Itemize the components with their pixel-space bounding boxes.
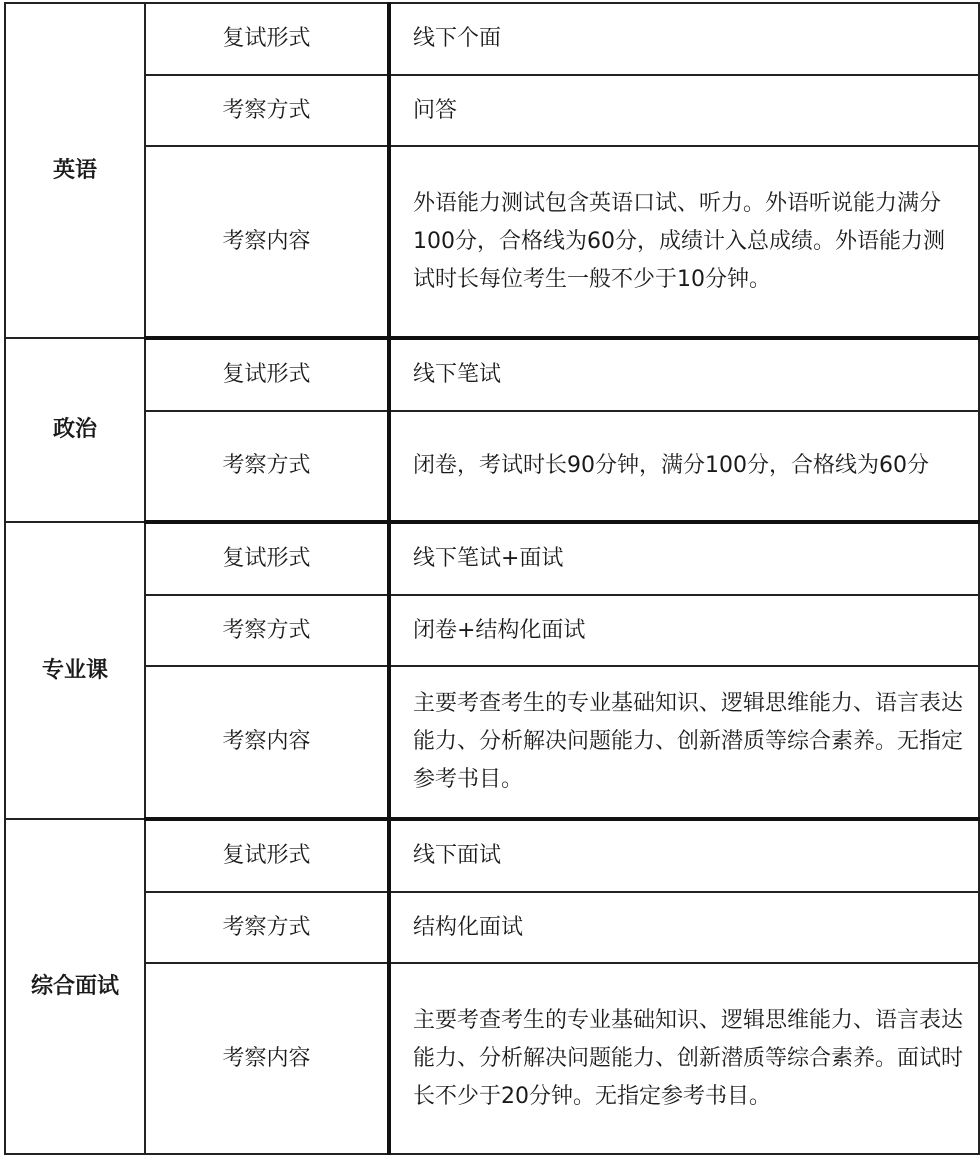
attribute-cell: 考察方式	[145, 892, 389, 963]
value-cell: 结构化面试	[389, 892, 979, 963]
table-row	[5, 666, 979, 819]
subject-cell: 英语	[5, 3, 145, 338]
attribute-cell: 复试形式	[145, 3, 389, 75]
attribute-cell: 复试形式	[145, 338, 389, 411]
exam-requirements-table	[4, 2, 980, 1155]
table-row	[5, 522, 979, 595]
attribute-cell: 考察内容	[145, 666, 389, 819]
subject-cell: 专业课	[5, 522, 145, 819]
attribute-cell: 考察方式	[145, 411, 389, 522]
table-row	[5, 892, 979, 963]
subject-cell: 综合面试	[5, 819, 145, 1154]
table-row	[5, 3, 979, 75]
value-cell: 线下笔试+面试	[389, 522, 979, 595]
value-cell: 主要考查考生的专业基础知识、逻辑思维能力、语言表达能力、分析解决问题能力、创新潜质等综合素养。无指定参考书目。	[389, 666, 979, 819]
value-cell: 线下面试	[389, 819, 979, 892]
value-cell: 闭卷，考试时长90分钟，满分100分，合格线为60分	[389, 411, 979, 522]
value-cell: 问答	[389, 75, 979, 146]
table-row	[5, 819, 979, 892]
subject-cell: 政治	[5, 338, 145, 522]
table-row	[5, 411, 979, 522]
attribute-cell: 考察方式	[145, 595, 389, 666]
table-row	[5, 963, 979, 1154]
value-cell: 主要考查考生的专业基础知识、逻辑思维能力、语言表达能力、分析解决问题能力、创新潜质等综合素养。面试时长不少于20分钟。无指定参考书目。	[389, 963, 979, 1154]
attribute-cell: 考察内容	[145, 963, 389, 1154]
table-row	[5, 338, 979, 411]
value-cell: 闭卷+结构化面试	[389, 595, 979, 666]
attribute-cell: 考察方式	[145, 75, 389, 146]
value-cell: 线下个面	[389, 3, 979, 75]
attribute-cell: 考察内容	[145, 146, 389, 338]
attribute-cell: 复试形式	[145, 522, 389, 595]
table-row	[5, 595, 979, 666]
attribute-cell: 复试形式	[145, 819, 389, 892]
table-row	[5, 75, 979, 146]
value-cell: 外语能力测试包含英语口试、听力。外语听说能力满分100分，合格线为60分，成绩计入总成绩。外语能力测试时长每位考生一般不少于10分钟。	[389, 146, 979, 338]
table-row	[5, 146, 979, 338]
value-cell: 线下笔试	[389, 338, 979, 411]
